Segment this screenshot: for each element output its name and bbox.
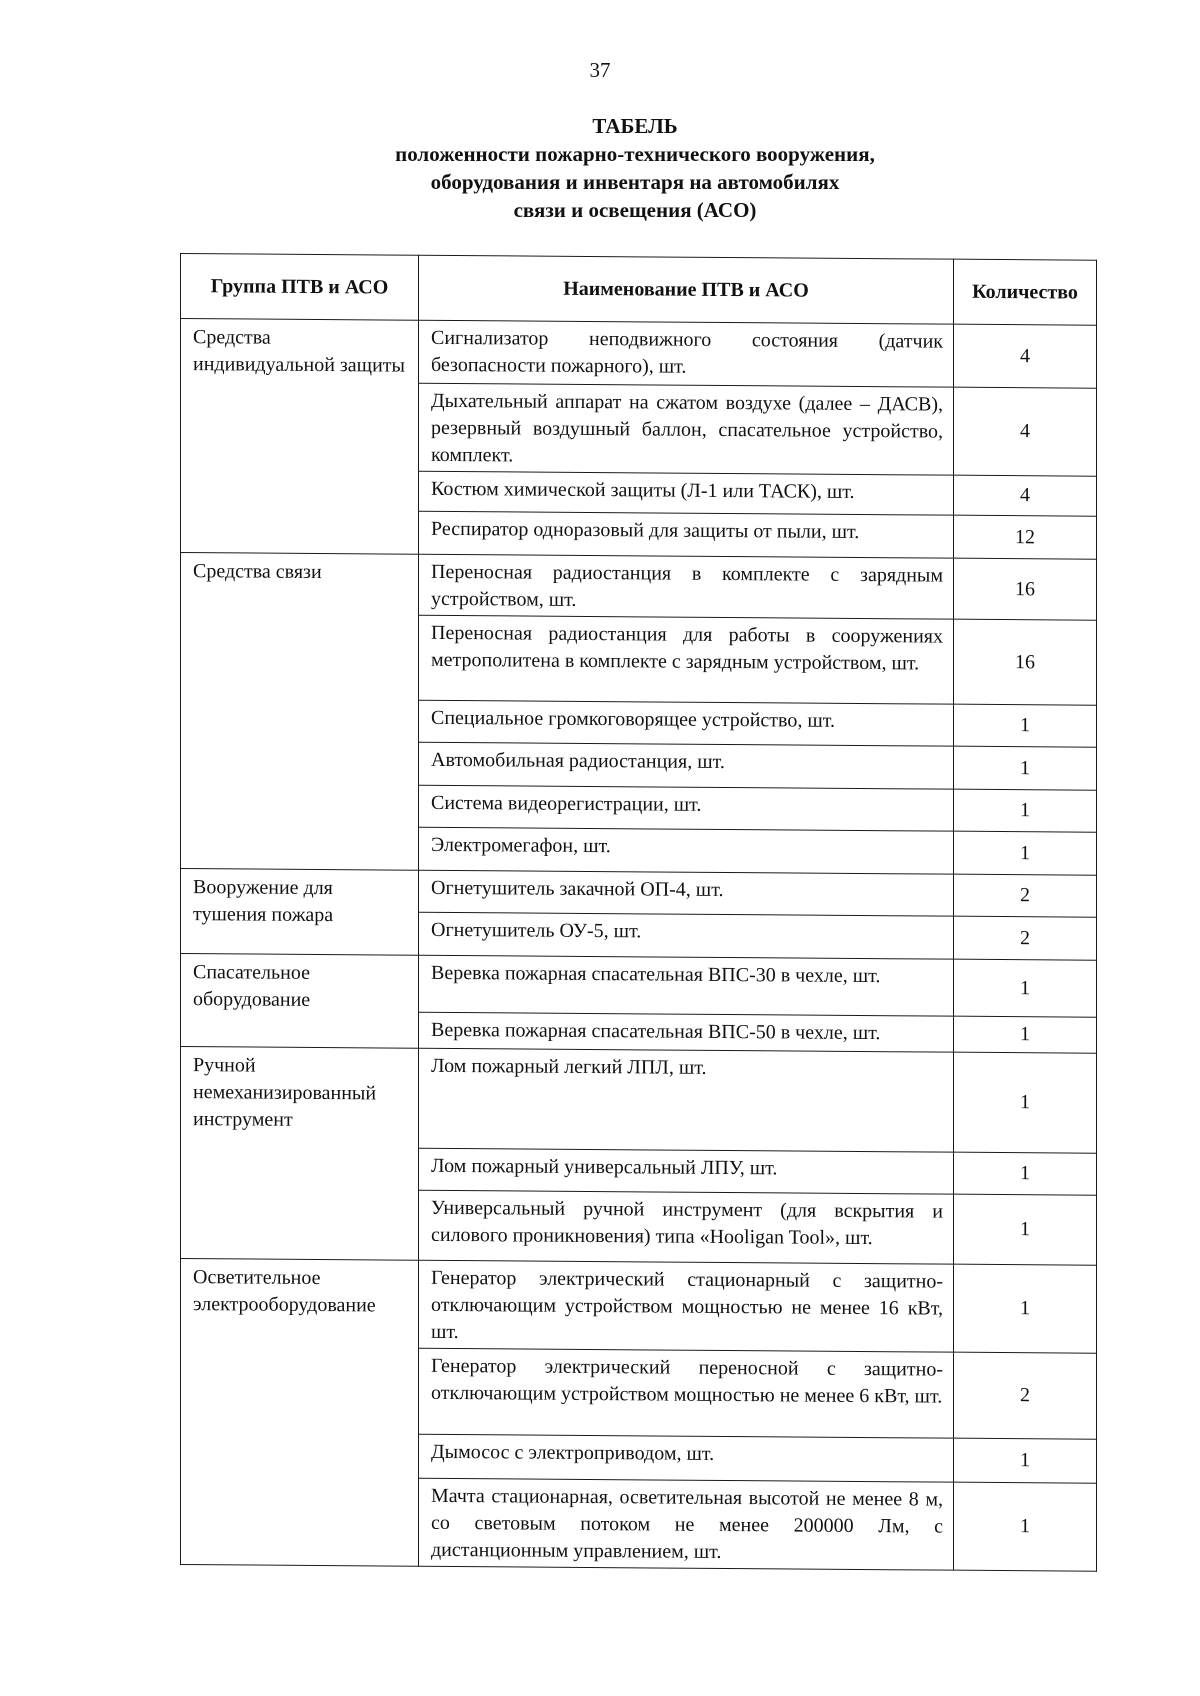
- header-quantity: Количество: [954, 259, 1097, 325]
- table-row: [181, 869, 1097, 918]
- item-name-cell: Автомобильная радиостанция, шт.: [419, 742, 954, 789]
- title-line-1: ТАБЕЛЬ: [592, 114, 678, 138]
- item-name-cell: Дыхательный аппарат на сжатом воздухе (далее – ДАСВ), резервный воздушный баллон, спасательное устройство, комплект.: [419, 383, 954, 475]
- group-cell: Вооружение для тушения пожара: [181, 869, 419, 956]
- item-name-cell: Веревка пожарная спасательная ВПС-30 в чехле, шт.: [419, 955, 954, 1016]
- table-row: [181, 954, 1097, 1018]
- item-qty-cell: 2: [954, 1352, 1097, 1439]
- title-line-2: положенности пожарно-технического вооружения,: [395, 142, 875, 166]
- item-name-cell: Лом пожарный легкий ЛПЛ, шт.: [419, 1048, 954, 1152]
- title-line-3: оборудования и инвентаря на автомобилях: [430, 170, 840, 194]
- equipment-table-wrapper: [180, 253, 1096, 1572]
- item-name-cell: Респиратор одноразовый для защиты от пыли, шт.: [419, 511, 954, 558]
- item-name-cell: Генератор электрический стационарный с защитно-отключающим устройством мощностью не менее 16 кВт, шт.: [419, 1260, 954, 1352]
- item-name-cell: Генератор электрический переносной с защитно-отключающим устройством мощностью не менее 6 кВт, шт.: [419, 1348, 954, 1438]
- item-name-cell: Веревка пожарная спасательная ВПС-50 в чехле, шт.: [419, 1012, 954, 1052]
- item-qty-cell: 1: [954, 1152, 1097, 1195]
- title-line-4: связи и освещения (АСО): [513, 198, 757, 222]
- item-qty-cell: 1: [954, 1482, 1097, 1571]
- item-qty-cell: 2: [954, 916, 1097, 960]
- group-cell: Средства индивидуальной защиты: [181, 319, 419, 555]
- item-qty-cell: 1: [954, 959, 1097, 1017]
- item-qty-cell: 1: [954, 789, 1097, 832]
- table-row: [181, 1047, 1097, 1154]
- group-cell: Осветительное электрооборудование: [181, 1259, 419, 1567]
- item-name-cell: Переносная радиостанция для работы в сооружениях метрополитена в комплекте с зарядным устройством, шт.: [419, 615, 954, 704]
- table-header-row: [181, 254, 1097, 326]
- group-cell: Ручной немеханизированный инструмент: [181, 1047, 419, 1261]
- item-qty-cell: 4: [954, 475, 1097, 516]
- table-row: [181, 1259, 1097, 1354]
- item-name-cell: Костюм химической защиты (Л-1 или ТАСК), шт.: [419, 471, 954, 515]
- item-name-cell: Система видеорегистрации, шт.: [419, 785, 954, 831]
- item-name-cell: Огнетушитель закачной ОП-4, шт.: [419, 870, 954, 916]
- header-name: Наименование ПТВ и АСО: [419, 255, 954, 324]
- item-name-cell: Переносная радиостанция в комплекте с зарядным устройством, шт.: [419, 554, 954, 619]
- item-name-cell: Огнетушитель ОУ-5, шт.: [419, 912, 954, 959]
- item-name-cell: Лом пожарный универсальный ЛПУ, шт.: [419, 1148, 954, 1194]
- item-qty-cell: 1: [954, 1052, 1097, 1153]
- table-row: [181, 319, 1097, 389]
- item-name-cell: Универсальный ручной инструмент (для вскрытия и силового проникновения) типа «Hooligan Tool», шт.: [419, 1190, 954, 1264]
- item-qty-cell: 1: [954, 746, 1097, 790]
- item-name-cell: Мачта стационарная, осветительная высотой не менее 8 м, со световым потоком не менее 200000 Лм, с дистанционным управлением, шт.: [419, 1478, 954, 1570]
- item-qty-cell: 1: [954, 1264, 1097, 1353]
- item-name-cell: Специальное громкоговорящее устройство, шт.: [419, 700, 954, 746]
- item-qty-cell: 1: [954, 1194, 1097, 1265]
- page-number: 37: [589, 58, 611, 82]
- group-cell: Спасательное оборудование: [181, 954, 419, 1049]
- item-name-cell: Дымосос с электроприводом, шт.: [419, 1434, 954, 1482]
- item-qty-cell: 12: [954, 515, 1097, 559]
- item-qty-cell: 1: [954, 704, 1097, 747]
- header-group: Группа ПТВ и АСО: [181, 254, 419, 321]
- group-cell: Средства связи: [181, 553, 419, 871]
- item-qty-cell: 4: [954, 324, 1097, 388]
- document-title: [0, 112, 1200, 224]
- item-qty-cell: 1: [954, 1438, 1097, 1483]
- item-qty-cell: 1: [954, 1016, 1097, 1053]
- item-name-cell: Сигнализатор неподвижного состояния (датчик безопасности пожарного), шт.: [419, 320, 954, 387]
- item-qty-cell: 1: [954, 831, 1097, 875]
- table-row: [181, 553, 1097, 621]
- item-qty-cell: 16: [954, 558, 1097, 620]
- item-qty-cell: 16: [954, 619, 1097, 705]
- item-qty-cell: 4: [954, 387, 1097, 476]
- item-name-cell: Электромегафон, шт.: [419, 827, 954, 874]
- item-qty-cell: 2: [954, 874, 1097, 917]
- equipment-table: [180, 253, 1097, 1572]
